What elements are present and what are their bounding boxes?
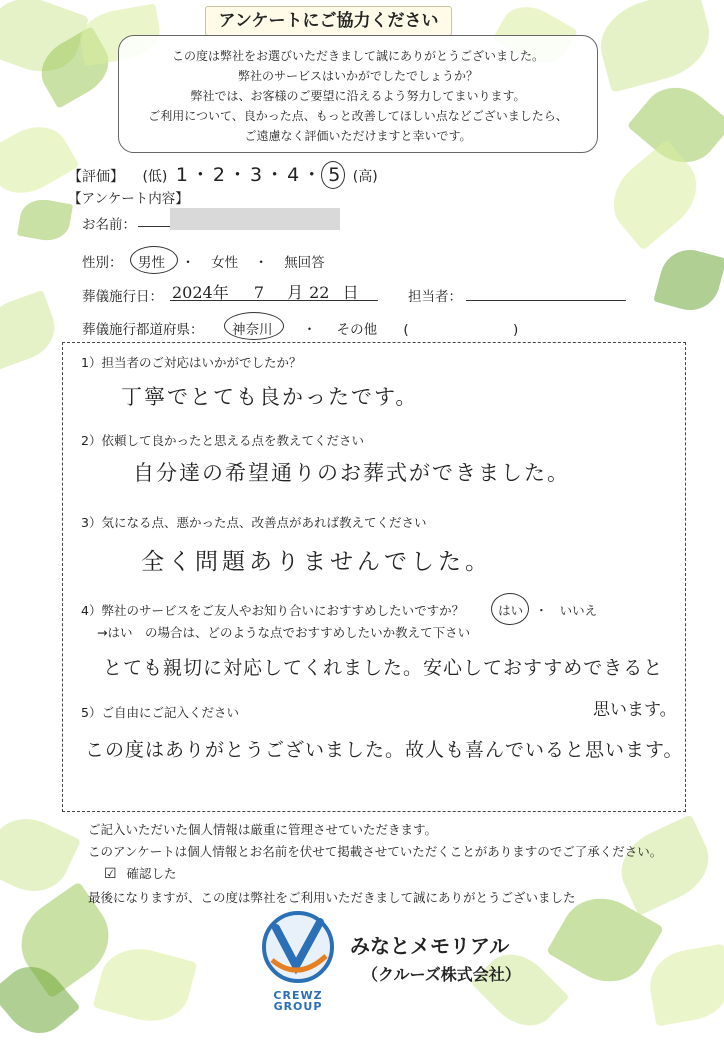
name-label: お名前： xyxy=(82,217,136,233)
staff-label: 担当者： xyxy=(408,289,462,305)
rating-scale: 1・2・3・4・ xyxy=(175,164,325,186)
question-4-sub: →はい の場合は、どのような点でおすすめしたいか教えて下さい xyxy=(97,625,471,640)
recommend-no[interactable]: いいえ xyxy=(559,603,598,618)
logo-text-crewz: CREWZ xyxy=(273,989,323,1002)
year-unit: 年 xyxy=(212,283,229,302)
question-3: 3）気になる点、悪かった点、改善点があれば教えてください xyxy=(81,515,427,530)
crewz-logo-icon xyxy=(258,908,338,986)
privacy-note: ご記入いただいた個人情報は厳重に管理させていただきます。 xyxy=(88,822,438,837)
company-name: みなとメモリアル xyxy=(350,934,510,958)
prefecture-options xyxy=(232,318,518,338)
rating-label: 【評価】 xyxy=(68,169,124,185)
gender-female-option[interactable]: 女性 xyxy=(211,255,239,271)
parent-company: （クルーズ株式会社） xyxy=(362,965,521,984)
funeral-month: 7 xyxy=(253,283,265,302)
intro-message xyxy=(118,35,598,153)
name-field-redacted[interactable] xyxy=(170,208,340,230)
answer-2[interactable]: 自分達の希望通りのお葬式ができました。 xyxy=(133,461,570,485)
prefecture-other[interactable]: その他 xyxy=(336,322,378,338)
intro-line: この度は弊社をお選びいただきまして誠にありがとうございました。 xyxy=(171,49,544,63)
page-title: アンケートにご協力ください xyxy=(205,6,452,36)
question-2: 2）依頼して良かったと思える点を教えてください xyxy=(81,433,364,448)
day-unit: 日 xyxy=(342,283,359,302)
publish-note: このアンケートは個人情報とお名前を伏せて掲載させていただくことがありますのでご了承ください。 xyxy=(88,844,663,859)
paren-open: ( xyxy=(403,322,409,338)
gender-separator: ・ xyxy=(181,255,195,271)
question-4-text: 4）弊社のサービスをご友人やお知り合いにおすすめしたいですか？ xyxy=(81,603,465,618)
crewz-group-logo xyxy=(258,908,338,1013)
rating-low: (低) xyxy=(142,169,168,185)
question-5: 5）ご自由にご記入ください xyxy=(81,705,239,720)
intro-line: ご遠慮なく評価いただけますと幸いです。 xyxy=(244,129,472,143)
answer-4[interactable]: とても親切に対応してくれました。安心しておすすめできると xyxy=(103,657,664,679)
prefecture-separator: ・ xyxy=(302,322,317,338)
funeral-date-label: 葬儀施行日： xyxy=(82,289,163,305)
rating-row xyxy=(68,160,378,187)
survey-section-label: 【アンケート内容】 xyxy=(68,191,189,207)
intro-line: ご利用について、良かった点、もっと改善してほしい点などございましたら、 xyxy=(148,109,568,123)
questions-box xyxy=(62,342,686,812)
recommend-separator: ・ xyxy=(535,603,548,618)
prefecture-selected[interactable]: 神奈川 xyxy=(232,318,273,338)
rating-high: (高) xyxy=(352,169,378,185)
question-1: 1）担当者のご対応はいかがでしたか？ xyxy=(81,355,302,370)
intro-line: 弊社では、お客様のご要望に沿えるよう努力してまいります。 xyxy=(190,89,526,103)
gender-none-option[interactable]: 無回答 xyxy=(284,255,325,271)
gender-male-option[interactable]: 男性 xyxy=(138,251,165,271)
gender-separator: ・ xyxy=(254,255,268,271)
answer-1[interactable]: 丁寧でとても良かったです。 xyxy=(121,385,419,409)
gender-options xyxy=(138,251,325,271)
funeral-day: 22 xyxy=(309,283,330,302)
recommend-yes[interactable]: はい xyxy=(498,601,523,619)
answer-4-continued: 思います。 xyxy=(593,700,677,720)
paren-close: ) xyxy=(512,322,519,338)
answer-5[interactable]: この度はありがとうございました。故人も喜んでいると思います。 xyxy=(85,739,684,761)
confirm-label: 確認した xyxy=(126,866,177,881)
thanks-note: 最後になりますが、この度は弊社をご利用いただきまして誠にありがとうございました xyxy=(88,890,576,905)
answer-3[interactable]: 全く問題ありませんでした。 xyxy=(141,549,492,575)
staff-field[interactable] xyxy=(466,300,626,301)
funeral-year: 2024 xyxy=(172,283,213,302)
confirm-checkbox[interactable]: ☑ xyxy=(104,866,117,882)
rating-selected[interactable]: 5 xyxy=(324,164,344,186)
prefecture-label: 葬儀施行都道府県： xyxy=(82,322,204,338)
logo-text-group: GROUP xyxy=(273,1000,323,1013)
confirm-row xyxy=(104,864,177,882)
month-unit: 月 xyxy=(287,283,304,302)
intro-line: 弊社のサービスはいかがでしたでしょうか？ xyxy=(237,69,478,83)
gender-label: 性別： xyxy=(82,255,123,271)
question-4 xyxy=(81,601,597,619)
